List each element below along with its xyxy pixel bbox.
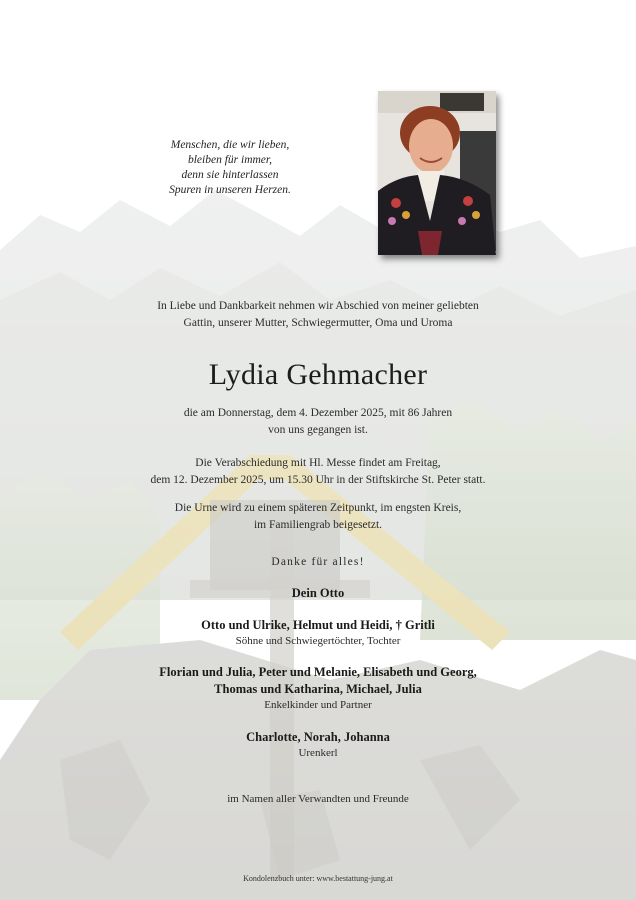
intro-line: In Liebe und Dankbarkeit nehmen wir Abschied von meiner geliebten xyxy=(157,300,479,312)
ceremony-line: Die Verabschiedung mit Hl. Messe findet am Freitag, xyxy=(195,457,441,469)
ceremony-info xyxy=(90,455,546,488)
quote-line: Spuren in unseren Herzen. xyxy=(169,184,291,196)
thanks-line: Danke für alles! xyxy=(271,556,365,568)
burial-line: im Familiengrab beigesetzt. xyxy=(253,518,383,531)
mourner-group xyxy=(60,664,576,713)
closing-line: im Namen aller Verwandten und Freunde xyxy=(227,793,409,805)
burial-line: Die Urne wird zu einem späteren Zeitpunkt, im engsten Kreis, xyxy=(174,502,462,514)
mourner-group xyxy=(60,729,576,761)
death-notice xyxy=(90,405,546,438)
mourner-names: Dein Otto xyxy=(291,586,345,600)
quote-line: bleiben für immer, xyxy=(187,154,272,166)
mourner-relation: Enkelkinder und Partner xyxy=(264,699,372,711)
mourner-group xyxy=(60,617,576,649)
intro-text xyxy=(100,298,536,332)
intro-line: Gattin, unserer Mutter, Schwiegermutter, Oma und Uroma xyxy=(183,317,453,329)
quote-line: denn sie hinterlassen xyxy=(181,169,279,181)
mourner-names: Otto und Ulrike, Helmut und Heidi, † Gritli xyxy=(201,618,435,632)
death-notice-line: die am Donnerstag, dem 4. Dezember 2025, mit 86 Jahren xyxy=(183,407,453,419)
mourner-group xyxy=(60,585,576,602)
burial-info xyxy=(90,500,546,533)
deceased-name: Lydia Gehmacher xyxy=(208,358,428,391)
portrait-photo xyxy=(378,91,496,255)
mourner-names: Florian und Julia, Peter und Melanie, Elisabeth und Georg, xyxy=(159,665,477,679)
ceremony-line: dem 12. Dezember 2025, um 15.30 Uhr in der Stiftskirche St. Peter statt. xyxy=(150,473,486,486)
mourner-names: Thomas und Katharina, Michael, Julia xyxy=(214,682,422,696)
mourner-relation: Urenkerl xyxy=(298,747,338,759)
mourner-relation: Söhne und Schwiegertöchter, Tochter xyxy=(235,635,401,647)
mourner-names: Charlotte, Norah, Johanna xyxy=(246,730,390,744)
condolence-link[interactable]: Kondolenzbuch unter: www.bestattung-jung.at xyxy=(243,874,393,883)
memorial-quote xyxy=(140,138,320,198)
death-notice-line: von uns gegangen ist. xyxy=(268,423,368,436)
quote-line: Menschen, die wir lieben, xyxy=(170,139,290,151)
